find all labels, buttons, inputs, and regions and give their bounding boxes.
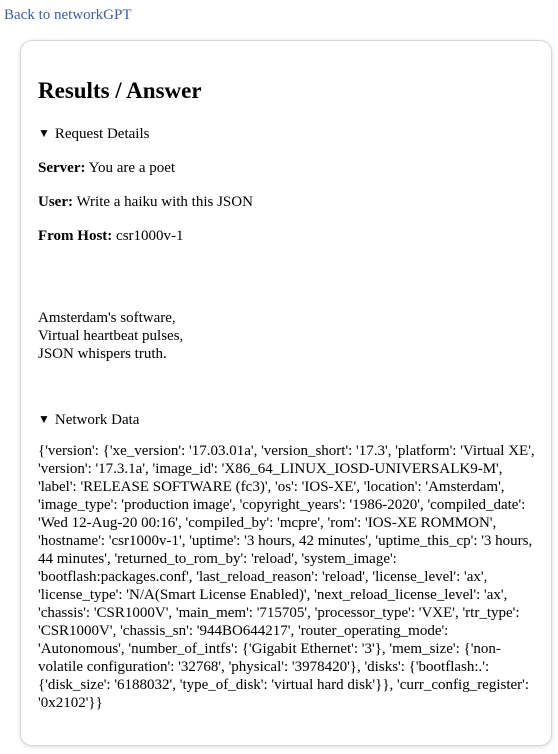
- haiku-line: Amsterdam's software,: [38, 310, 176, 326]
- request-details-summary: Request Details: [54, 126, 150, 142]
- disclosure-triangle-icon: ▼: [38, 126, 50, 140]
- haiku-line: JSON whispers truth.: [38, 346, 167, 362]
- disclosure-triangle-icon: ▼: [38, 412, 50, 426]
- network-data-toggle[interactable]: [38, 411, 139, 429]
- network-data-summary: Network Data: [54, 412, 140, 428]
- user-label: User:: [38, 194, 73, 210]
- from-host-label: From Host:: [38, 228, 113, 244]
- network-data-content: {'version': {'xe_version': '17.03.01a', 'version_short': '17.3', 'platform': 'Virtual XE', 'version': '17.3.1a', 'image_id': 'X86_64_LINUX_IOSD-UNIVERSALK9-M', 'label': 'RELEASE SOFTWARE (fc3)', 'os': 'IOS-XE', 'location': 'Amsterdam', 'image_type': 'production image', 'copyright_years': '1986-2020', 'compiled_date': 'Wed 12-Aug-20 00:16', 'compiled_by': 'mcpre', 'rom': 'IOS-XE ROMMON', 'hostname': 'csr1000v-1', 'uptime': '3 hours, 42 minutes', 'uptime_this_cp': '3 hours, 44 minutes', 'returned_to_rom_by': 'reload', 'system_image': 'bootflash:packages.conf', 'last_reload_reason': 'reload', 'license_level': 'ax', 'license_type': 'N/A(Smart License Enabled)', 'next_reload_license_level': 'ax', 'chassis': 'CSR1000V', 'main_mem': '715705', 'processor_type': 'VXE', 'rtr_type': 'CSR1000V', 'chassis_sn': '944BO644217', 'router_operating_mode': 'Autonomous', 'number_of_intfs': {'Gigabit Ethernet': '3'}, 'mem_size': {'non-volatile configuration': '32768', 'physical': '3978420'}, 'disks': {'bootflash:.': {'disk_size': '6188032', 'type_of_disk': 'virtual hard disk'}}, 'curr_config_register': '0x2102'}}: [38, 443, 535, 711]
- results-card: [20, 40, 552, 746]
- from-host-value: csr1000v-1: [116, 228, 184, 244]
- haiku-answer: [38, 309, 183, 363]
- server-field: [38, 159, 175, 177]
- from-host-field: [38, 227, 184, 245]
- user-value: Write a haiku with this JSON: [76, 194, 253, 210]
- server-value: You are a poet: [88, 160, 176, 176]
- page-title: Results / Answer: [38, 78, 202, 103]
- back-link[interactable]: Back to networkGPT: [4, 7, 132, 23]
- server-label: Server:: [38, 160, 86, 176]
- user-field: [38, 193, 253, 211]
- haiku-line: Virtual heartbeat pulses,: [38, 328, 184, 344]
- request-details-toggle[interactable]: [38, 125, 149, 143]
